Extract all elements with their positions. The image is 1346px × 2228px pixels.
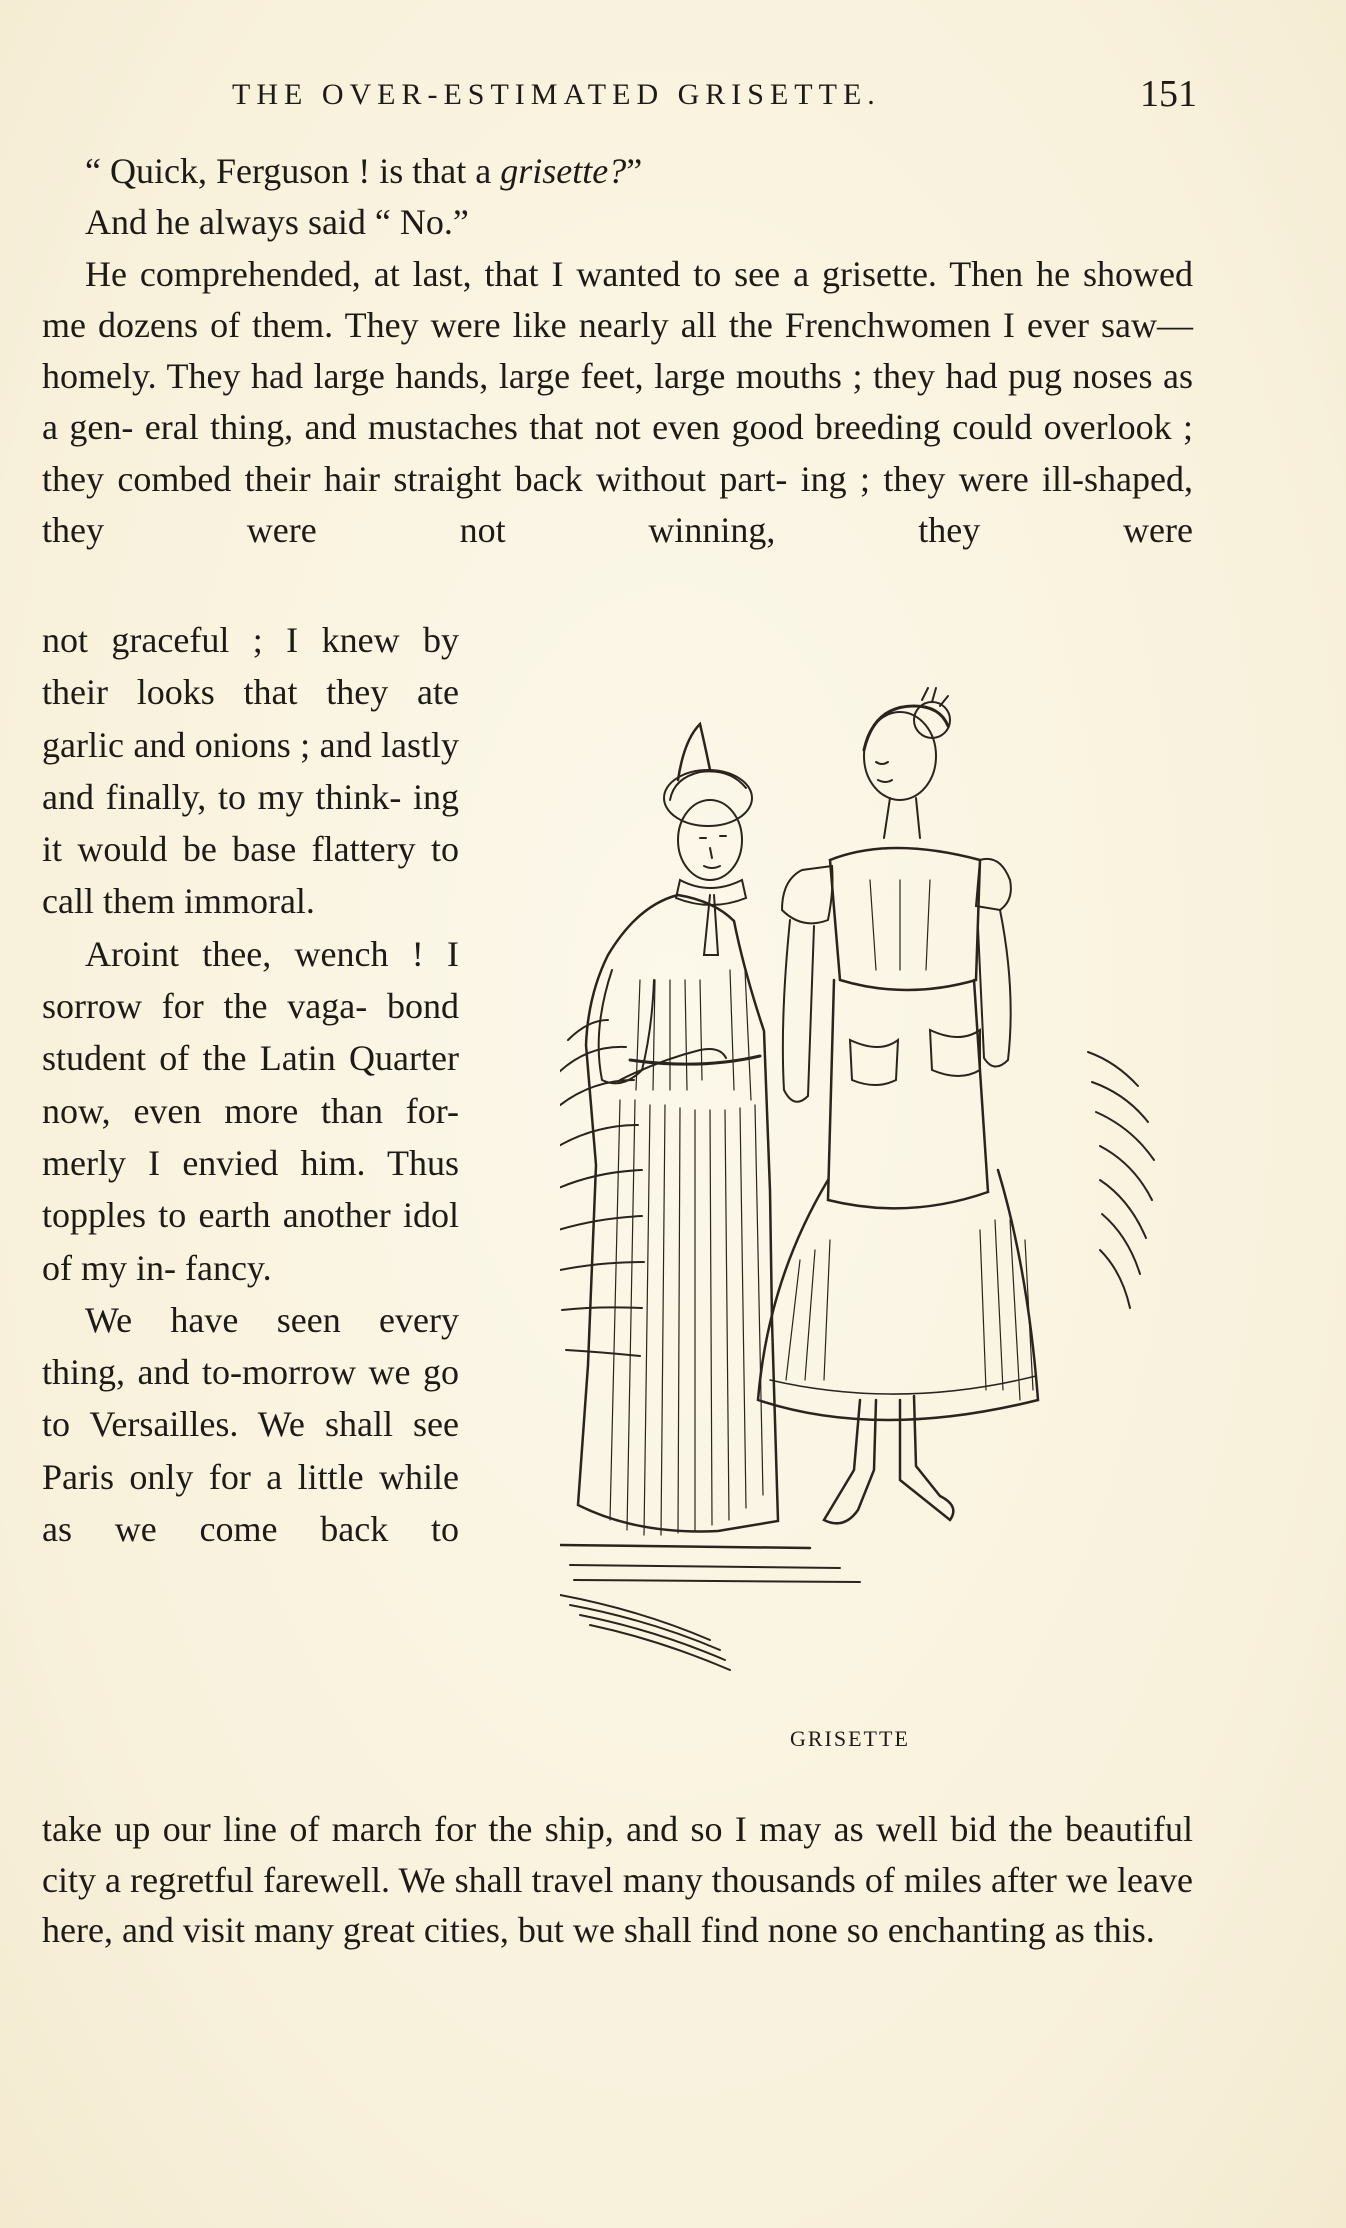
- paragraph-dialogue: “ Quick, Ferguson ! is that a grisette?”: [85, 151, 643, 191]
- figure-caption: GRISETTE: [790, 1726, 910, 1751]
- grisette-illustration: [560, 680, 1160, 1690]
- italic-word: grisette?: [500, 151, 627, 191]
- page-header: [42, 72, 1197, 122]
- running-title: THE OVER-ESTIMATED GRISETTE.: [232, 78, 881, 111]
- engraving-svg: [560, 680, 1160, 1690]
- paragraph-aroint: Aroint thee, wench ! I sorrow for the vaga- bond student of the Latin Quarter now, even more than for- merly I envied him. Thus topples to earth another idol of my in- fancy.: [42, 933, 459, 1288]
- paragraph-description: He comprehended, at last, that I wanted to see a grisette. Then he showed me dozens of them. They were like nearly all the Frenchwomen I ever saw—homely. They had large hands, large feet, large mouths ; they had pug noses as a gen- eral thing, and mustaches that not even good breeding could overlook ; they combed their hair straight back without part- ing ; they were ill-shaped, they were not winning, they were: [42, 253, 1193, 551]
- paragraph-versailles: We have seen every thing, and to-morrow we go to Versailles. We shall see Paris only for a little while as we come back to: [42, 1299, 459, 1550]
- wrapped-text-column: [42, 614, 459, 1555]
- paragraph-farewell: take up our line of march for the ship, and so I may as well bid the beautiful city a regretful farewell. We shall travel many thousands of miles after we leave here, and visit many great cities, but we shall find none so enchanting as this.: [42, 1809, 1193, 1950]
- paragraph-continuation: not graceful ; I knew by their looks that they ate garlic and onions ; and lastly and finally, to my think- ing it would be base flattery to call them immoral.: [42, 620, 459, 922]
- body-text-top: [42, 146, 1193, 556]
- paragraph-reply: And he always said “ No.”: [85, 202, 469, 243]
- page-number: 151: [1140, 73, 1197, 115]
- body-text-bottom: [42, 1804, 1193, 1956]
